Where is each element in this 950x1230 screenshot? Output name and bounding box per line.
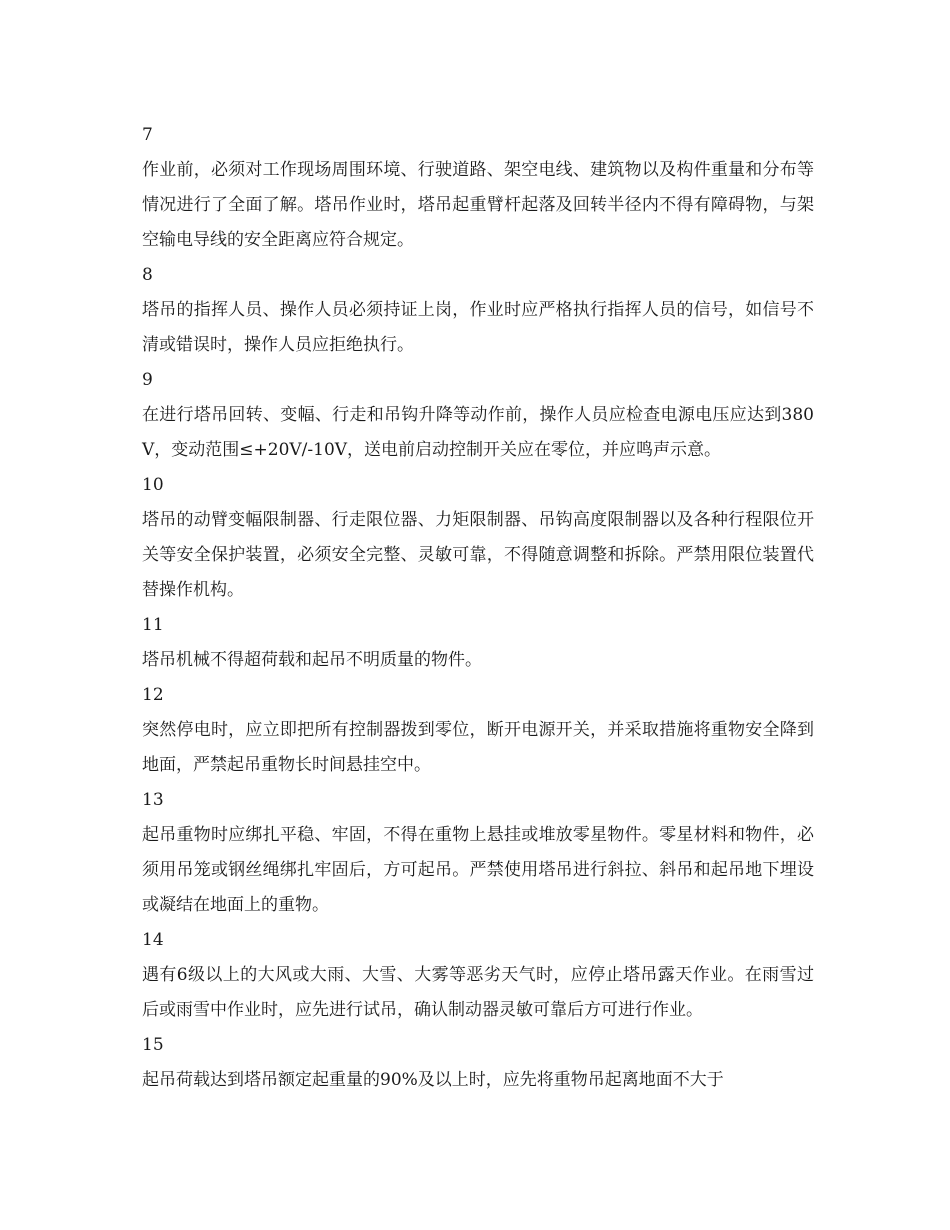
clause-7: [142, 118, 814, 258]
clause-8: [142, 258, 814, 363]
clause-number: 14: [142, 930, 164, 950]
document-page: [142, 118, 814, 1098]
clause-text: 塔吊的动臂变幅限制器、行走限位器、力矩限制器、吊钩高度限制器以及各种行程限位开关等安全保护装置，必须安全完整、灵敏可靠，不得随意调整和拆除。严禁用限位装置代替操作机构。: [142, 510, 814, 600]
clause-text: 起吊重物时应绑扎平稳、牢固，不得在重物上悬挂或堆放零星物件。零星材料和物件，必须用吊笼或钢丝绳绑扎牢固后，方可起吊。严禁使用塔吊进行斜拉、斜吊和起吊地下埋设或凝结在地面上的重物。: [142, 825, 814, 915]
clause-number: 9: [142, 370, 153, 390]
clause-15: [142, 1028, 814, 1098]
clause-number: 7: [142, 125, 153, 145]
clause-9: [142, 363, 814, 468]
clause-text: 作业前，必须对工作现场周围环境、行驶道路、架空电线、建筑物以及构件重量和分布等情况进行了全面了解。塔吊作业时，塔吊起重臂杆起落及回转半径内不得有障碍物，与架空输电导线的安全距离应符合规定。: [142, 160, 814, 250]
clause-number: 12: [142, 685, 164, 705]
clause-text: 起吊荷载达到塔吊额定起重量的90%及以上时，应先将重物吊起离地面不大于: [142, 1070, 724, 1090]
clause-14: [142, 923, 814, 1028]
clause-10: [142, 468, 814, 608]
clause-text: 塔吊的指挥人员、操作人员必须持证上岗，作业时应严格执行指挥人员的信号，如信号不清或错误时，操作人员应拒绝执行。: [142, 300, 814, 355]
clause-text: 遇有6级以上的大风或大雨、大雪、大雾等恶劣天气时，应停止塔吊露天作业。在雨雪过后或雨雪中作业时，应先进行试吊，确认制动器灵敏可靠后方可进行作业。: [142, 965, 814, 1020]
clause-text: 在进行塔吊回转、变幅、行走和吊钩升降等动作前，操作人员应检查电源电压应达到380V，变动范围≤+20V/-10V，送电前启动控制开关应在零位，并应鸣声示意。: [142, 405, 814, 460]
clause-number: 11: [142, 615, 164, 635]
clause-number: 15: [142, 1035, 164, 1055]
clause-text: 塔吊机械不得超荷载和起吊不明质量的物件。: [142, 650, 482, 670]
clause-12: [142, 678, 814, 783]
clause-number: 10: [142, 475, 164, 495]
clause-11: [142, 608, 814, 678]
clause-13: [142, 783, 814, 923]
clause-number: 8: [142, 265, 153, 285]
clause-number: 13: [142, 790, 164, 810]
clause-text: 突然停电时，应立即把所有控制器拨到零位，断开电源开关，并采取措施将重物安全降到地面，严禁起吊重物长时间悬挂空中。: [142, 720, 814, 775]
